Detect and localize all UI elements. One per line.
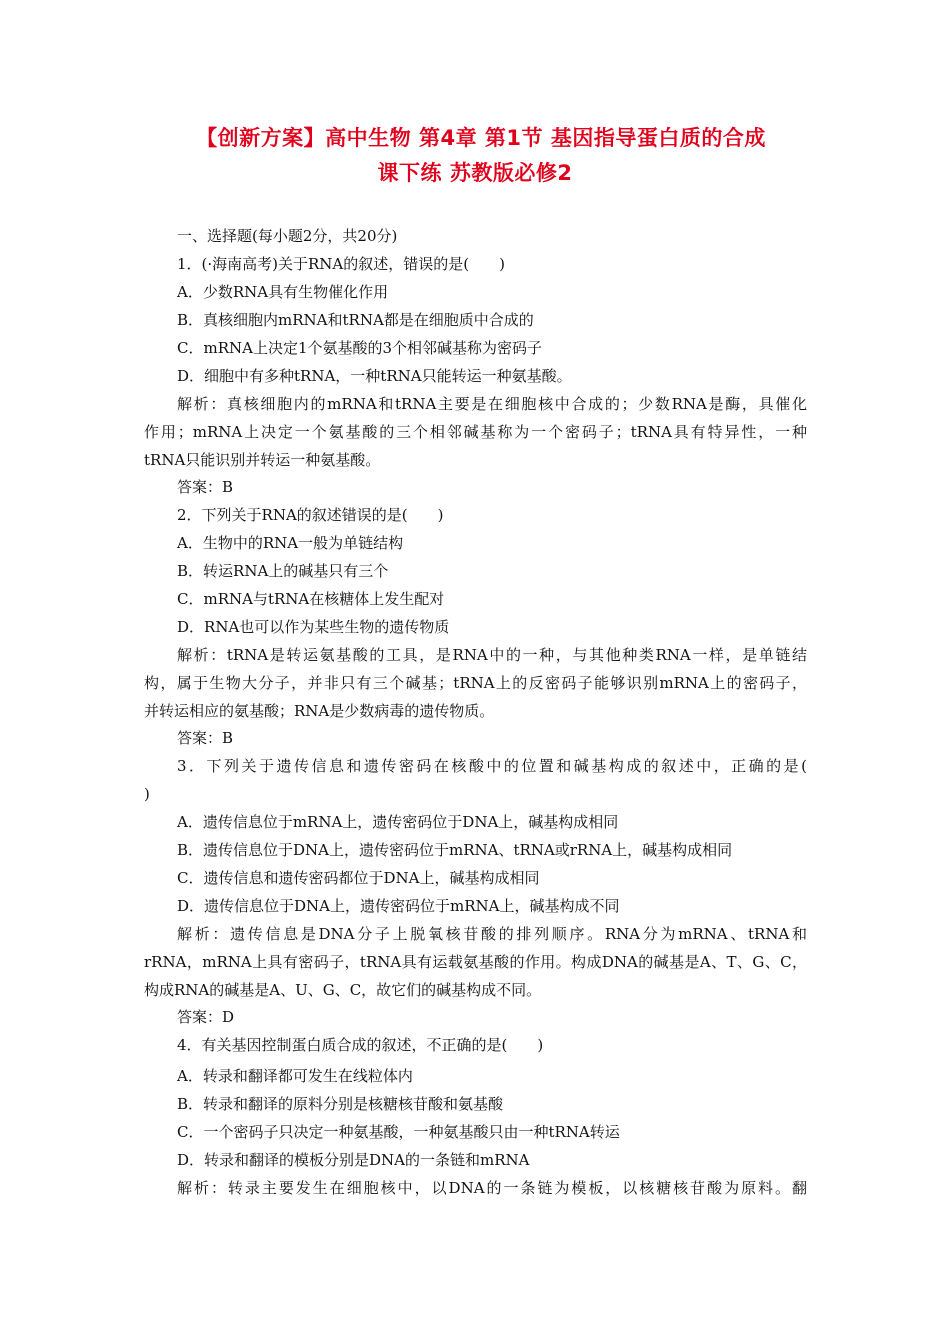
- q4-option-a: A．转录和翻译都可发生在线粒体内: [177, 1067, 413, 1085]
- q4-option-b: B．转录和翻译的原料分别是核糖核苷酸和氨基酸: [177, 1095, 504, 1113]
- section-heading: 一、选择题(每小题2分，共20分): [177, 227, 398, 245]
- document-title-line-2: 课下练 苏教版必修2: [377, 161, 573, 185]
- q2-explanation-line-1: 解析：tRNA是转运氨基酸的工具，是RNA中的一种，与其他种类RNA一样，是单链结: [177, 646, 807, 664]
- q3-explanation-line-2: rRNA，mRNA上具有密码子，tRNA具有运载氨基酸的作用。构成DNA的碱基是A、T、G、C，: [144, 953, 807, 971]
- q1-option-b: B．真核细胞内mRNA和tRNA都是在细胞质中合成的: [177, 311, 534, 329]
- question-4: 4．有关基因控制蛋白质合成的叙述，不正确的是( ): [177, 1036, 544, 1054]
- q3-option-b: B．遗传信息位于DNA上，遗传密码位于mRNA、tRNA或rRNA上，碱基构成相同: [177, 841, 733, 859]
- q2-option-b: B．转运RNA上的碱基只有三个: [177, 562, 389, 580]
- question-3-continued: ): [144, 785, 150, 803]
- q4-explanation-line-1: 解析：转录主要发生在细胞核中，以DNA的一条链为模板，以核糖核苷酸为原料。翻: [177, 1179, 807, 1197]
- q3-option-a: A．遗传信息位于mRNA上，遗传密码位于DNA上，碱基构成相同: [177, 813, 619, 831]
- q1-explanation-line-1: 解析：真核细胞内的mRNA和tRNA主要是在细胞核中合成的；少数RNA是酶，具催化: [177, 395, 807, 413]
- q3-option-c: C．遗传信息和遗传密码都位于DNA上，碱基构成相同: [177, 869, 540, 887]
- q2-option-d: D．RNA也可以作为某些生物的遗传物质: [177, 618, 450, 636]
- q1-option-c: C．mRNA上决定1个氨基酸的3个相邻碱基称为密码子: [177, 339, 543, 357]
- q1-option-a: A．少数RNA具有生物催化作用: [177, 283, 389, 301]
- q1-option-d: D．细胞中有多种tRNA，一种tRNA只能转运一种氨基酸。: [177, 367, 572, 385]
- document-title-line-1: 【创新方案】高中生物 第4章 第1节 基因指导蛋白质的合成: [196, 126, 766, 150]
- q1-answer: 答案：B: [177, 478, 234, 496]
- q2-answer: 答案：B: [177, 729, 234, 747]
- q3-answer: 答案：D: [177, 1008, 235, 1026]
- q2-explanation-line-3: 并转运相应的氨基酸；RNA是少数病毒的遗传物质。: [144, 702, 495, 720]
- q4-option-d: D．转录和翻译的模板分别是DNA的一条链和mRNA: [177, 1151, 530, 1169]
- q2-option-c: C．mRNA与tRNA在核糖体上发生配对: [177, 590, 445, 608]
- q1-explanation-line-2: 作用；mRNA上决定一个氨基酸的三个相邻碱基称为一个密码子；tRNA具有特异性，一种: [144, 423, 807, 441]
- q2-option-a: A．生物中的RNA一般为单链结构: [177, 534, 404, 552]
- question-3: 3．下列关于遗传信息和遗传密码在核酸中的位置和碱基构成的叙述中，正确的是(: [177, 757, 807, 775]
- question-1: 1．(·海南高考)关于RNA的叙述，错误的是( ): [177, 255, 505, 273]
- q3-option-d: D．遗传信息位于DNA上，遗传密码位于mRNA上，碱基构成不同: [177, 897, 620, 915]
- q1-explanation-line-3: tRNA只能识别并转运一种氨基酸。: [144, 451, 381, 469]
- q3-explanation-line-3: 构成RNA的碱基是A、U、G、C，故它们的碱基构成不同。: [144, 981, 542, 999]
- q2-explanation-line-2: 构，属于生物大分子，并非只有三个碱基；tRNA上的反密码子能够识别mRNA上的密码子，: [144, 674, 807, 692]
- question-2: 2．下列关于RNA的叙述错误的是( ): [177, 506, 444, 524]
- q4-option-c: C．一个密码子只决定一种氨基酸，一种氨基酸只由一种tRNA转运: [177, 1123, 620, 1141]
- q3-explanation-line-1: 解析：遗传信息是DNA分子上脱氧核苷酸的排列顺序。RNA分为mRNA、tRNA和: [177, 925, 807, 943]
